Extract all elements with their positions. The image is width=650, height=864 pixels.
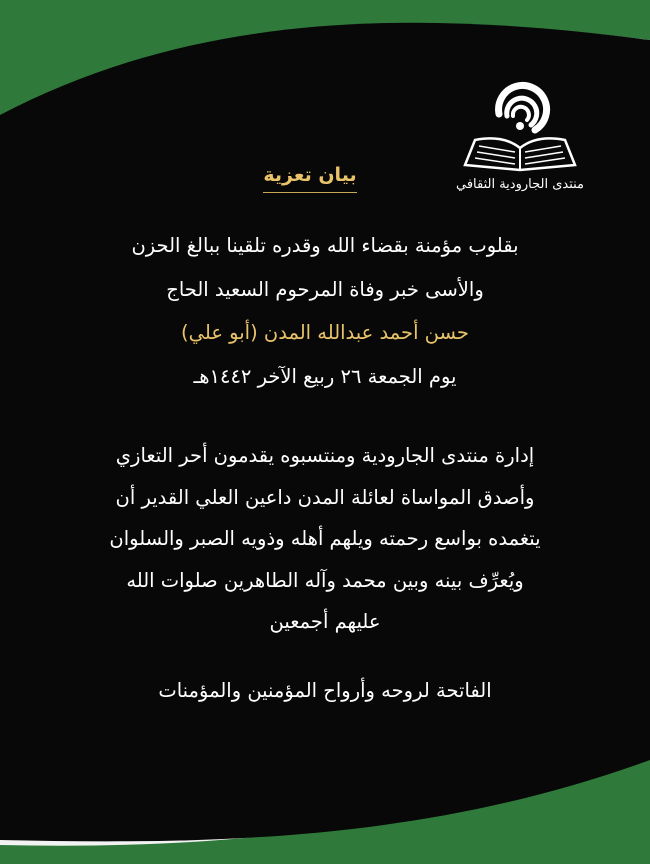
text-line: ويُعرِّف بينه وبين محمد وآله الطاهرين صلوات الله — [126, 568, 524, 592]
forum-name-text: منتدى الجارودية الثقافي — [455, 177, 584, 192]
text-line: إدارة منتدى الجارودية ومنتسبوه يقدمون أحر التعازي — [115, 444, 535, 467]
date-line: يوم الجمعة ٢٦ ربيع الآخر ١٤٤٢هـ — [193, 364, 457, 388]
heading-container — [240, 164, 380, 193]
text-line: يتغمده بواسع رحمته ويلهم أهله وذويه الصبر والسلوان — [109, 527, 541, 550]
closing-line — [40, 681, 610, 701]
text-line: عليهم أجمعين — [269, 610, 381, 633]
announcement-paragraph — [40, 236, 610, 386]
condolence-paragraph — [40, 446, 610, 632]
deceased-name: حسن أحمد عبدالله المدن (أبو علي) — [181, 321, 469, 344]
closing-text: الفاتحة لروحه وأرواح المؤمنين والمؤمنات — [158, 679, 492, 702]
forum-logo — [445, 70, 595, 200]
page-title: بيان تعزية — [263, 164, 356, 193]
text-line: وأصدق المواساة لعائلة المدن داعين العلي القدير أن — [115, 485, 535, 509]
open-book-logo-icon — [455, 70, 585, 175]
text-line: والأسى خبر وفاة المرحوم السعيد الحاج — [166, 277, 484, 301]
text-line: بقلوب مؤمنة بقضاء الله وقدره تلقينا ببالغ الحزن — [131, 234, 519, 257]
